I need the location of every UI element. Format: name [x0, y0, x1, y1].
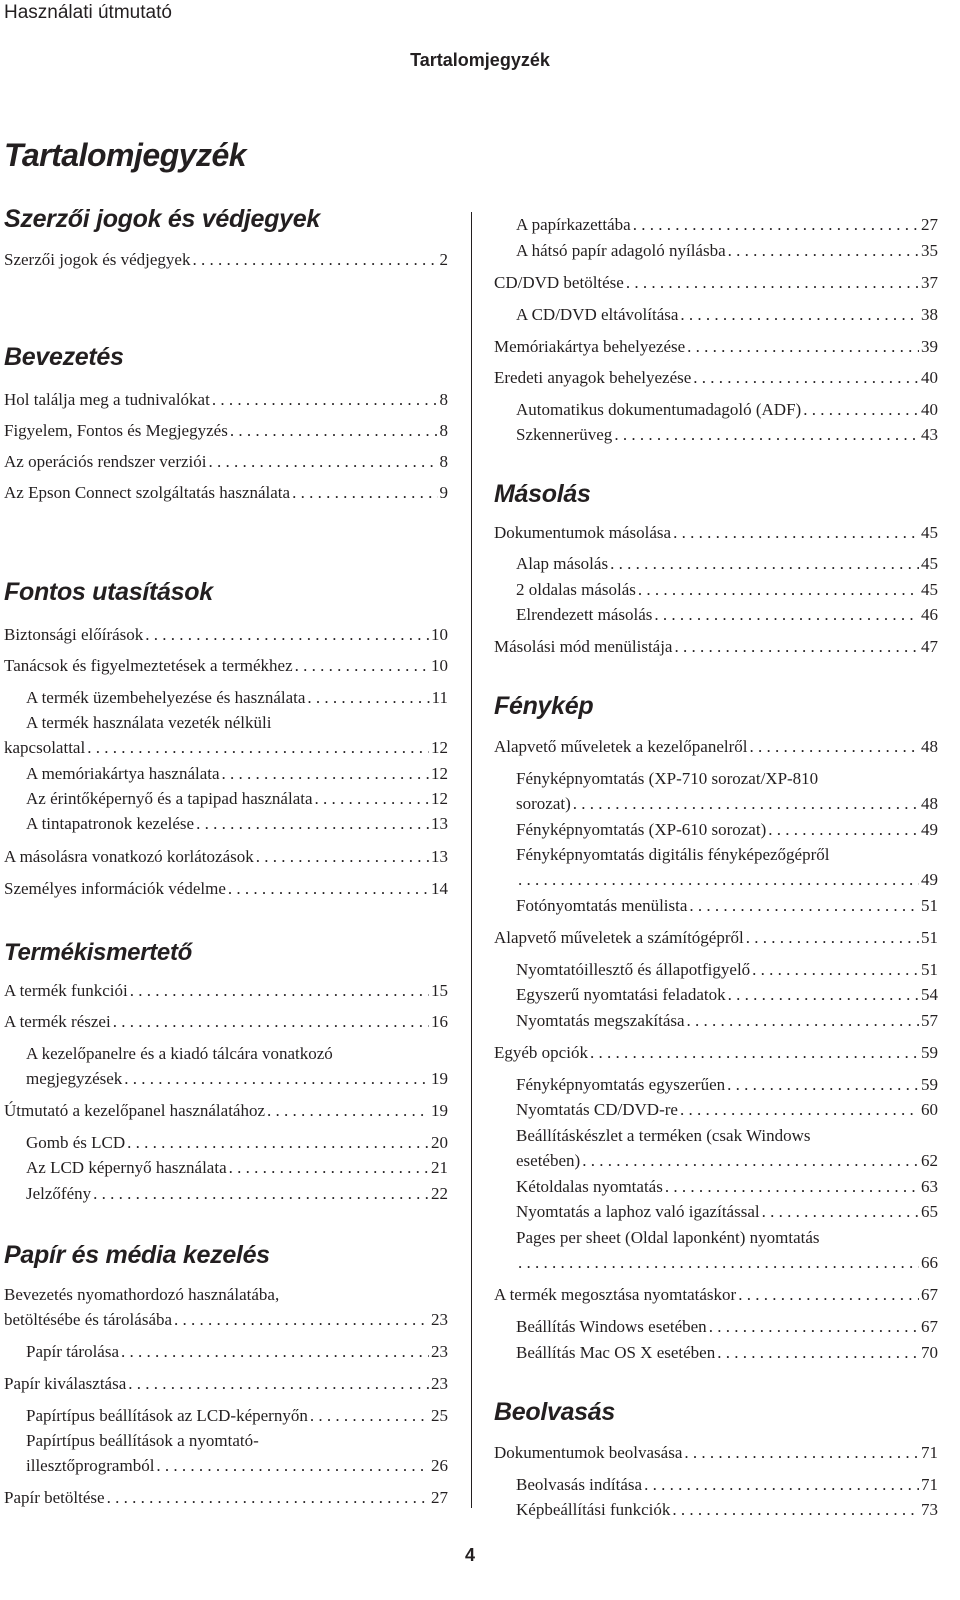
toc-entry-title: kapcsolattal	[4, 738, 86, 757]
toc-subentry[interactable]	[516, 238, 938, 264]
toc-entry-page: 71	[921, 1475, 938, 1494]
toc-entry-title: Nyomtatás CD/DVD-re	[516, 1100, 678, 1119]
toc-entry-title: illesztőprogramból	[26, 1456, 155, 1475]
toc-entry-title: A memóriakártya használata	[26, 764, 220, 783]
toc-entry-page: 23	[431, 1342, 448, 1361]
manual-title: Használati útmutató	[4, 2, 172, 23]
toc-entry-title: Biztonsági előírások	[4, 625, 144, 644]
toc-entry-page: 27	[921, 215, 938, 234]
toc-subentry[interactable]	[26, 1403, 448, 1429]
toc-entry-title: Figyelem, Fontos és Megjegyzés	[4, 421, 228, 440]
toc-entry-page: 15	[431, 981, 448, 1000]
toc-entry-title: A papírkazettába	[516, 215, 631, 234]
toc-subentry[interactable]	[516, 1148, 938, 1174]
toc-entry-page: 51	[921, 928, 938, 947]
toc-entry-page: 60	[921, 1100, 938, 1119]
toc-subentry[interactable]	[516, 212, 938, 238]
toc-subentry[interactable]	[516, 867, 938, 893]
toc-subentry[interactable]	[26, 786, 448, 812]
toc-entry-title: Beállítás Mac OS X esetében	[516, 1343, 716, 1362]
toc-entry-page: 10	[431, 625, 448, 644]
toc-entry-title-line: A kezelőpanelre és a kiadó tálcára vonatkozó	[26, 1044, 333, 1063]
toc-entry-title: Beállítás Windows esetében	[516, 1317, 707, 1336]
toc-entry-title: Alapvető műveletek a számítógépről	[494, 928, 744, 947]
toc-entry-page: 2	[439, 250, 448, 269]
toc-entry-page: 63	[921, 1177, 938, 1196]
toc-entry-title-line: Papírtípus beállítások a nyomtató-	[26, 1431, 259, 1450]
toc-entry[interactable]	[494, 270, 938, 296]
toc-subentry[interactable]	[26, 1130, 448, 1156]
toc-entry-page: 67	[921, 1317, 938, 1336]
toc-entry-page: 45	[921, 554, 938, 573]
toc-entry-title: Gomb és LCD	[26, 1133, 126, 1152]
toc-subentry[interactable]	[26, 1066, 448, 1092]
toc-entry-title: A termék üzembehelyezése és használata	[26, 688, 306, 707]
toc-entry-title: Beolvasás indítása	[516, 1475, 643, 1494]
toc-subentry[interactable]	[516, 893, 938, 919]
toc-entry-page: 46	[921, 605, 938, 624]
toc-entry-title: Papírtípus beállítások az LCD-képernyőn	[26, 1406, 308, 1425]
toc-entry-page: 59	[921, 1043, 938, 1062]
toc-entry-title: Elrendezett másolás	[516, 605, 653, 624]
toc-entry[interactable]	[4, 876, 448, 902]
section-heading: Termékismertető	[4, 939, 193, 966]
toc-entry-page: 71	[921, 1443, 938, 1462]
toc-entry-title: Dokumentumok másolása	[494, 523, 672, 542]
toc-subentry[interactable]	[516, 302, 938, 328]
toc-entry[interactable]	[494, 925, 938, 951]
toc-entry-title: megjegyzések	[26, 1069, 123, 1088]
toc-entry-page: 51	[921, 896, 938, 915]
toc-entry-title: Nyomtatás a laphoz való igazítással	[516, 1202, 760, 1221]
toc-entry-title: A termék megosztása nyomtatáskor	[494, 1285, 737, 1304]
toc-entry[interactable]	[4, 387, 448, 413]
toc-subentry[interactable]	[516, 817, 938, 843]
toc-entry-page: 12	[431, 764, 448, 783]
toc-entry-title: A termék funkciói	[4, 981, 128, 1000]
toc-entry-title: Az operációs rendszer verziói	[4, 452, 207, 471]
toc-entry-title-line: Fényképnyomtatás (XP-710 sorozat/XP-810	[516, 769, 819, 788]
toc-entry-page: 23	[431, 1374, 448, 1393]
toc-entry-title: Fényképnyomtatás (XP-610 sorozat)	[516, 820, 767, 839]
toc-entry-title: Nyomtatóillesztő és állapotfigyelő	[516, 960, 751, 979]
toc-entry[interactable]	[494, 734, 938, 760]
toc-subentry[interactable]	[516, 397, 938, 423]
toc-entry-title: Az LCD képernyő használata	[26, 1158, 227, 1177]
toc-entry-page: 14	[431, 879, 448, 898]
toc-subentry[interactable]	[26, 1181, 448, 1207]
toc-entry-page: 13	[431, 814, 448, 833]
toc-subentry[interactable]	[516, 791, 938, 817]
toc-entry[interactable]	[4, 978, 448, 1004]
toc-entry-title: Másolási mód menülistája	[494, 637, 673, 656]
toc-entry-title: A hátsó papír adagoló nyílásba	[516, 241, 726, 260]
toc-entry[interactable]	[494, 1282, 938, 1308]
toc-subentry[interactable]	[4, 735, 448, 761]
toc-entry-title: Az érintőképernyő és a tapipad használata	[26, 789, 313, 808]
toc-entry-page: 47	[921, 637, 938, 656]
toc-subentry[interactable]	[26, 1155, 448, 1181]
toc-entry-title: Alap másolás	[516, 554, 609, 573]
toc-entry-title: Papír kiválasztása	[4, 1374, 127, 1393]
toc-entry-title: Tanácsok és figyelmeztetések a termékhez	[4, 656, 293, 675]
column-divider	[471, 212, 472, 1508]
toc-entry-title: Automatikus dokumentumadagoló (ADF)	[516, 400, 802, 419]
toc-entry-title: A CD/DVD eltávolítása	[516, 305, 679, 324]
toc-entry-page: 8	[439, 421, 448, 440]
toc-entry-title: Szkennerüveg	[516, 425, 613, 444]
toc-entry[interactable]	[4, 1371, 448, 1397]
toc-entry[interactable]	[4, 1009, 448, 1035]
toc-entry-page: 39	[921, 337, 938, 356]
toc-entry-page: 8	[439, 390, 448, 409]
toc-entry[interactable]	[4, 480, 448, 506]
toc-subentry[interactable]	[516, 1199, 938, 1225]
section-heading: Szerzői jogok és védjegyek	[4, 205, 320, 233]
toc-entry-title: Szerzői jogok és védjegyek	[4, 250, 191, 269]
toc-entry-page: 59	[921, 1075, 938, 1094]
toc-entry-title: Memóriakártya behelyezése	[494, 337, 686, 356]
toc-entry[interactable]	[494, 1440, 938, 1466]
toc-entry-title-line: Fényképnyomtatás digitális fényképezőgépről	[516, 845, 830, 864]
toc-entry-page: 25	[431, 1406, 448, 1425]
section-heading: Másolás	[494, 480, 591, 508]
toc-entry[interactable]	[4, 1098, 448, 1124]
toc-subentry[interactable]	[516, 1497, 938, 1523]
toc-entry-page: 62	[921, 1151, 938, 1170]
toc-entry-title-line: Beállításkészlet a terméken (csak Windows	[516, 1126, 811, 1145]
toc-subentry[interactable]	[516, 1072, 938, 1098]
toc-entry-title: Dokumentumok beolvasása	[494, 1443, 683, 1462]
toc-entry[interactable]	[4, 418, 448, 444]
toc-entry-title: Fotónyomtatás menülista	[516, 896, 688, 915]
toc-entry-page: 51	[921, 960, 938, 979]
toc-entry-page: 70	[921, 1343, 938, 1362]
section-heading: Fontos utasítások	[4, 578, 213, 606]
toc-subentry[interactable]	[516, 982, 938, 1008]
toc-entry-page: 49	[921, 870, 938, 889]
toc-entry-page: 16	[431, 1012, 448, 1031]
toc-entry-title: Nyomtatás megszakítása	[516, 1011, 685, 1030]
toc-entry-page: 26	[431, 1456, 448, 1475]
section-heading: Fénykép	[494, 692, 594, 720]
toc-entry[interactable]	[494, 634, 938, 660]
toc-entry-title: CD/DVD betöltése	[494, 273, 624, 292]
toc-entry-title: Útmutató a kezelőpanel használatához	[4, 1101, 266, 1120]
toc-entry-page: 35	[921, 241, 938, 260]
toc-entry[interactable]	[494, 334, 938, 360]
toc-subentry[interactable]	[516, 1174, 938, 1200]
toc-subentry[interactable]	[516, 1472, 938, 1498]
toc-subentry[interactable]	[516, 957, 938, 983]
toc-subentry[interactable]	[516, 1340, 938, 1366]
toc-entry[interactable]	[4, 653, 448, 679]
toc-entry[interactable]	[494, 520, 938, 546]
toc-entry-title: betöltésébe és tárolásába	[4, 1310, 173, 1329]
toc-entry-page: 21	[431, 1158, 448, 1177]
toc-entry-page: 48	[921, 737, 938, 756]
toc-entry-page: 9	[439, 483, 448, 502]
toc-entry-page: 38	[921, 305, 938, 324]
toc-entry-title: Hol találja meg a tudnivalókat	[4, 390, 210, 409]
toc-entry-page: 13	[431, 847, 448, 866]
toc-entry-page: 43	[921, 425, 938, 444]
toc-subentry[interactable]	[26, 811, 448, 837]
toc-entry-page: 37	[921, 273, 938, 292]
toc-entry-title: 2 oldalas másolás	[516, 580, 636, 599]
toc-entry-page: 20	[431, 1133, 448, 1152]
toc-entry-page: 45	[921, 523, 938, 542]
toc-subentry[interactable]	[26, 1453, 448, 1479]
toc-entry-title: Jelzőfény	[26, 1184, 92, 1203]
toc-subentry[interactable]	[516, 422, 938, 448]
toc-subentry[interactable]	[516, 1097, 938, 1123]
toc-entry-page: 73	[921, 1500, 938, 1519]
toc-entry-page: 12	[431, 789, 448, 808]
toc-entry[interactable]	[494, 365, 938, 391]
toc-entry-title-line: Bevezetés nyomathordozó használatába,	[4, 1285, 280, 1304]
page-number: 4	[464, 1545, 475, 1565]
toc-entry[interactable]	[4, 247, 448, 273]
toc-subentry[interactable]	[516, 577, 938, 603]
toc-subentry[interactable]	[516, 1314, 938, 1340]
toc-entry-page: 22	[431, 1184, 448, 1203]
toc-entry-title: esetében)	[516, 1151, 581, 1170]
toc-entry-title: Eredeti anyagok behelyezése	[494, 368, 692, 387]
toc-entry-page: 8	[439, 452, 448, 471]
toc-entry-page: 48	[921, 794, 938, 813]
toc-entry-title: Egyéb opciók	[494, 1043, 588, 1062]
toc-entry[interactable]	[4, 449, 448, 475]
running-section-title: Tartalomjegyzék	[410, 50, 550, 70]
toc-entry-page: 23	[431, 1310, 448, 1329]
toc-entry-page: 57	[921, 1011, 938, 1030]
toc-entry-title: Képbeállítási funkciók	[516, 1500, 671, 1519]
toc-entry[interactable]	[4, 622, 448, 648]
toc-entry-page: 66	[921, 1253, 938, 1272]
toc-entry-page: 40	[921, 400, 938, 419]
toc-subentry[interactable]	[516, 551, 938, 577]
toc-entry-title-line: A termék használata vezeték nélküli	[26, 713, 272, 732]
toc-subentry[interactable]	[516, 602, 938, 628]
toc-entry-page: 19	[431, 1101, 448, 1120]
page-title: Tartalomjegyzék	[4, 137, 247, 173]
toc-entry-page: 65	[921, 1202, 938, 1221]
toc-subentry[interactable]	[26, 685, 448, 711]
toc-entry-page: 49	[921, 820, 938, 839]
toc-entry-page: 12	[431, 738, 448, 757]
toc-entry-title: A termék részei	[4, 1012, 111, 1031]
toc-entry-title: sorozat)	[516, 794, 571, 813]
section-heading: Beolvasás	[494, 1398, 615, 1426]
section-heading: Bevezetés	[4, 343, 124, 371]
toc-entry-title: A tintapatronok kezelése	[26, 814, 195, 833]
toc-subentry[interactable]	[516, 1008, 938, 1034]
toc-entry-page: 27	[431, 1488, 448, 1507]
toc-entry-page: 45	[921, 580, 938, 599]
toc-entry[interactable]	[4, 1307, 448, 1333]
toc-subentry[interactable]	[26, 1339, 448, 1365]
toc-entry-page: 40	[921, 368, 938, 387]
toc-entry-page: 19	[431, 1069, 448, 1088]
toc-entry-title: Kétoldalas nyomtatás	[516, 1177, 663, 1196]
toc-entry-title-line: Pages per sheet (Oldal laponként) nyomtatás	[516, 1228, 820, 1247]
section-heading: Papír és média kezelés	[4, 1241, 270, 1269]
toc-entry[interactable]	[494, 1040, 938, 1066]
toc-entry-title: Papír betöltése	[4, 1488, 105, 1507]
toc-entry-title: Egyszerű nyomtatási feladatok	[516, 985, 726, 1004]
toc-entry-title: Alapvető műveletek a kezelőpanelről	[494, 737, 748, 756]
toc-entry-title: Személyes információk védelme	[4, 879, 226, 898]
toc-entry-title: Papír tárolása	[26, 1342, 119, 1361]
toc-subentry[interactable]	[516, 1250, 938, 1276]
toc-entry-page: 67	[921, 1285, 938, 1304]
toc-subentry[interactable]	[26, 761, 448, 787]
toc-entry-title: Az Epson Connect szolgáltatás használata	[4, 483, 291, 502]
toc-entry-page: 10	[431, 656, 448, 675]
toc-entry-title: A másolásra vonatkozó korlátozások	[4, 847, 254, 866]
toc-entry[interactable]	[4, 1485, 448, 1511]
toc-entry-title: Fényképnyomtatás egyszerűen	[516, 1075, 726, 1094]
toc-entry-page: 54	[921, 985, 938, 1004]
toc-entry-page: 11	[431, 688, 448, 707]
toc-entry[interactable]	[4, 844, 448, 870]
